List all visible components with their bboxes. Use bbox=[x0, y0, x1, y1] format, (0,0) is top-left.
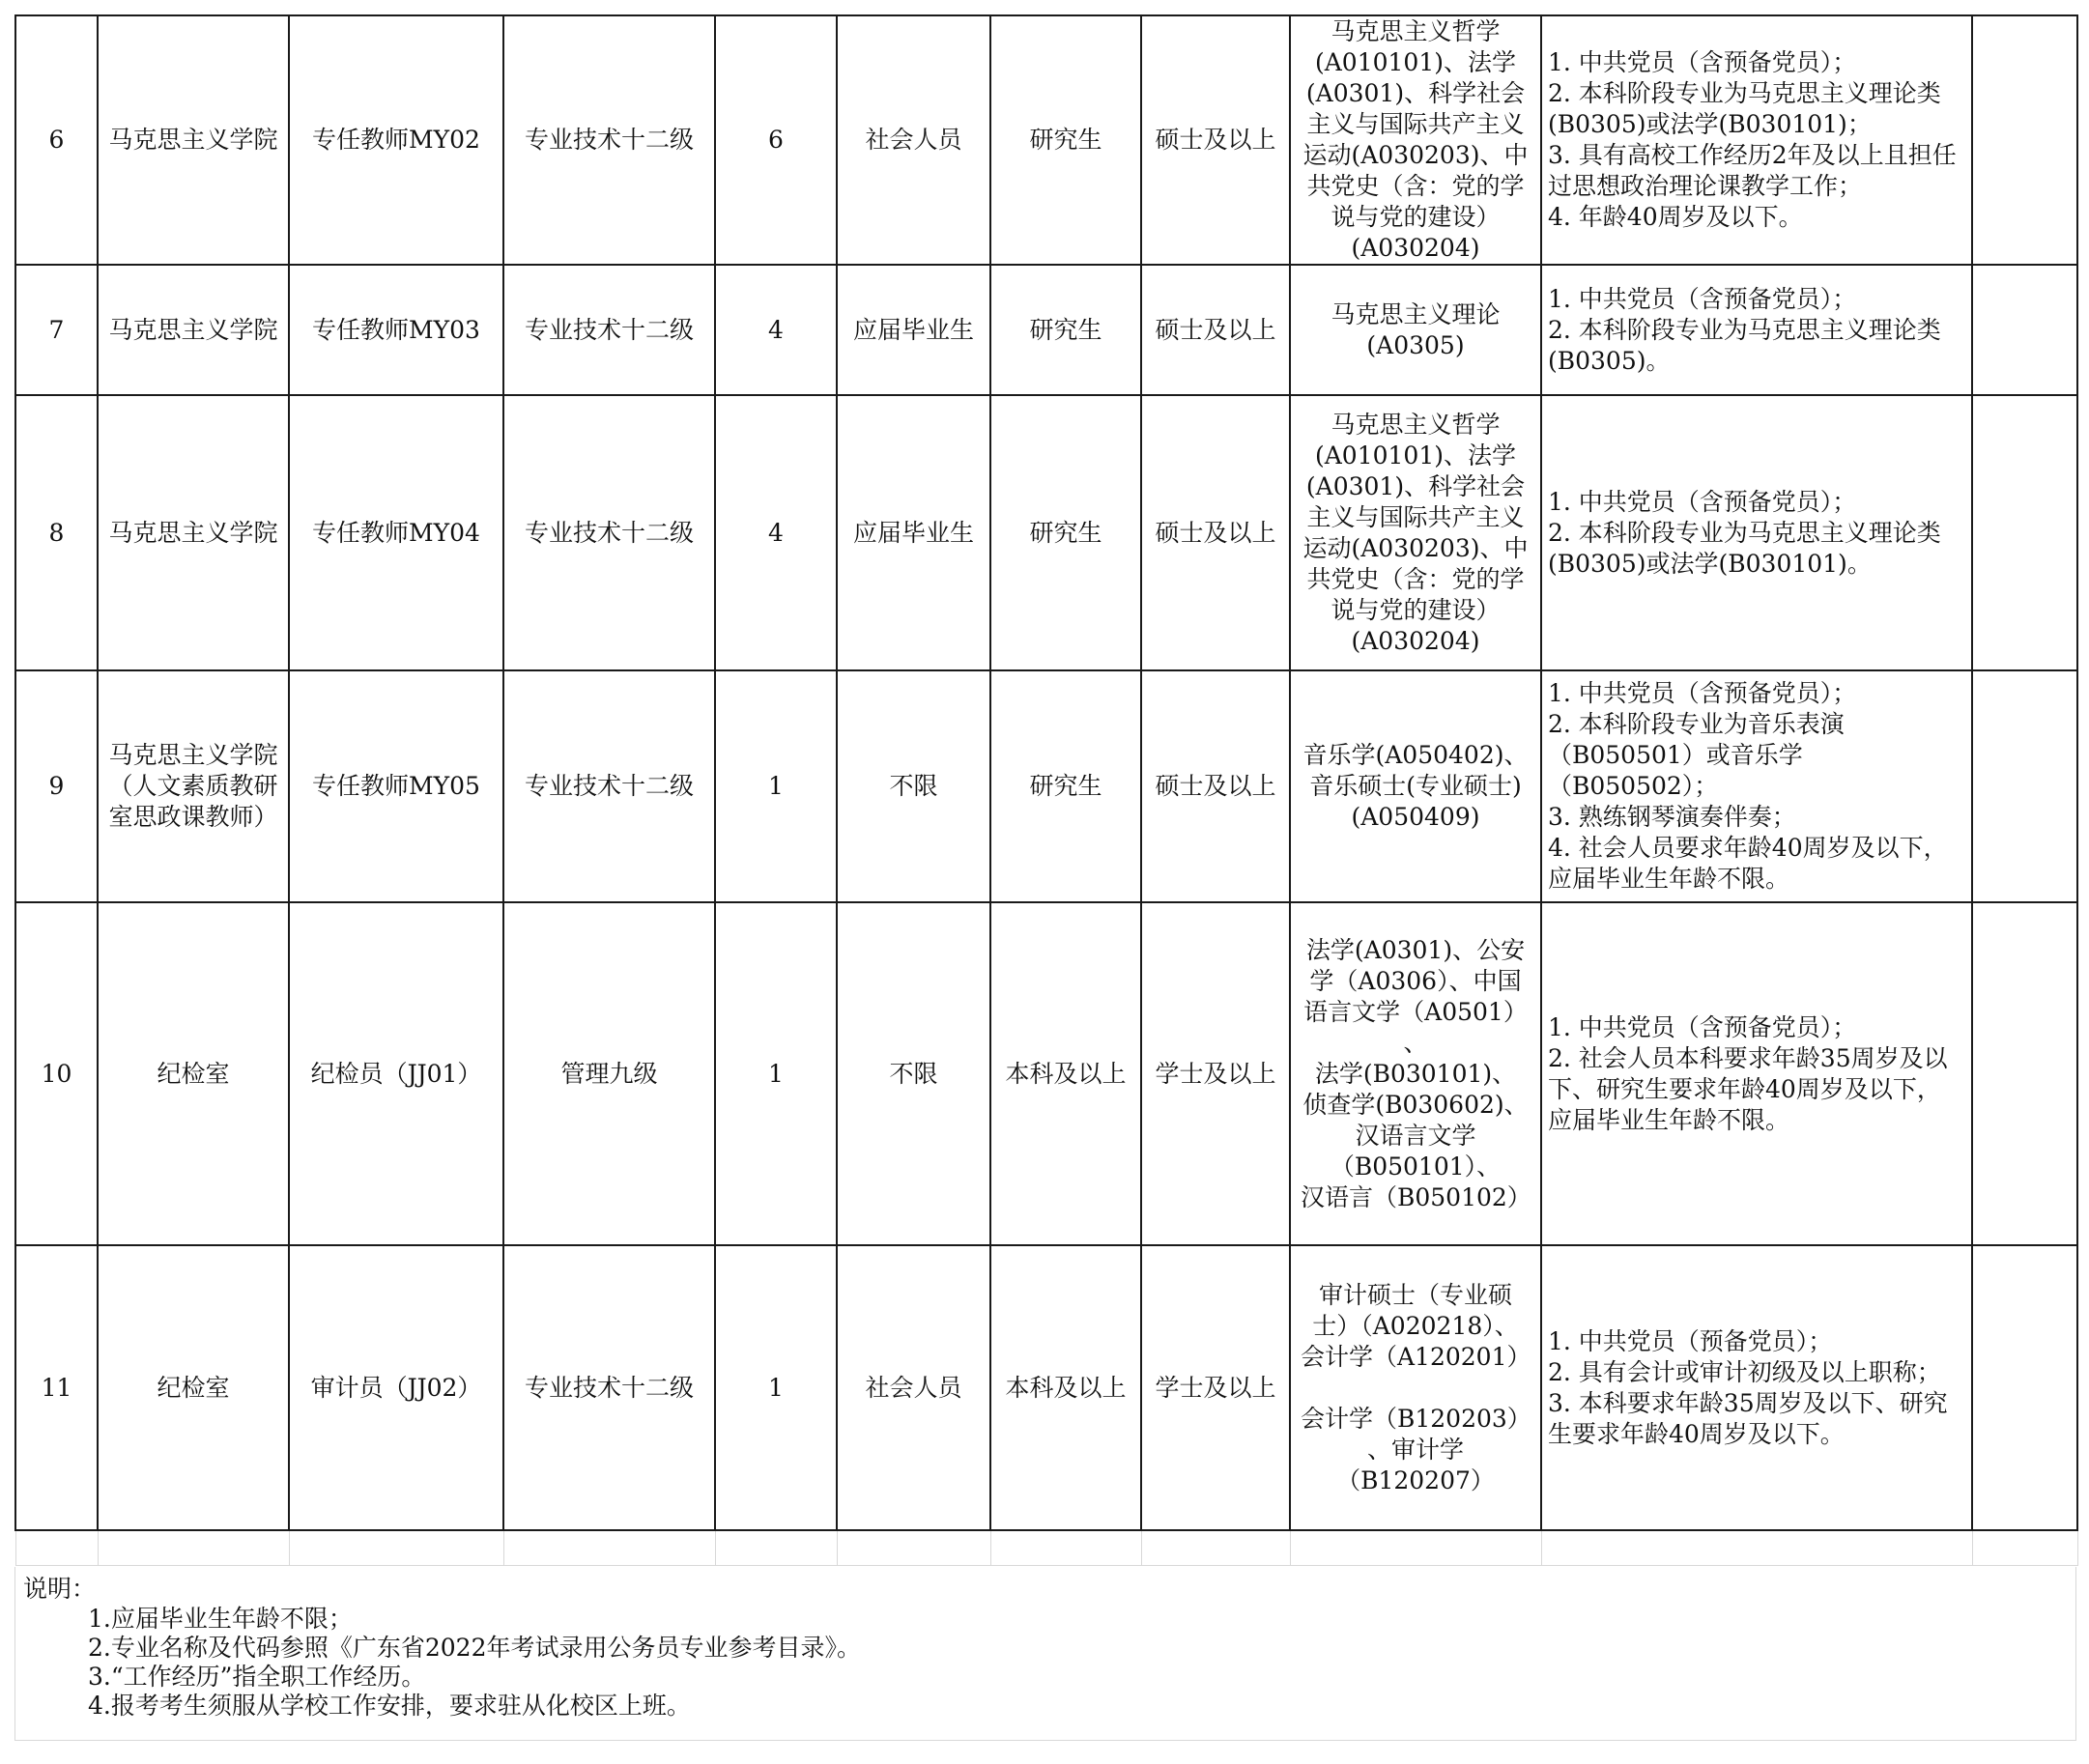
cell-major bbox=[1290, 15, 1541, 265]
cell-major bbox=[1290, 265, 1541, 395]
cell-degree: 硕士及以上 bbox=[1141, 265, 1290, 395]
cell-row-number: 7 bbox=[15, 265, 98, 395]
cell-line: （B050501）或音乐学（B050502）； bbox=[1548, 741, 1803, 800]
blank-cell bbox=[289, 1530, 503, 1565]
cell-line: 语言文学（A0501） bbox=[1303, 997, 1528, 1026]
notes-list bbox=[88, 1605, 861, 1721]
cell-education: 研究生 bbox=[990, 670, 1141, 902]
cell-line: 3. 本科要求年龄35周岁及以下、研究 bbox=[1548, 1388, 1948, 1417]
cell-requirements bbox=[1541, 15, 1972, 265]
blank-cell bbox=[715, 1530, 837, 1565]
cell-line: 2. 本科阶段专业为马克思主义理论类 bbox=[1548, 518, 1941, 547]
notes-section bbox=[14, 1567, 2076, 1741]
blank-cell bbox=[1290, 1530, 1541, 1565]
cell-line: 马克思主义哲学 bbox=[1331, 410, 1501, 439]
blank-cell bbox=[837, 1530, 990, 1565]
cell-line: 应届毕业生年龄不限。 bbox=[1548, 1105, 1790, 1134]
cell-line: 1. 中共党员（含预备党员）； bbox=[1548, 48, 1857, 76]
cell-remarks bbox=[1972, 265, 2077, 395]
cell-line: (A0301)、科学社会 bbox=[1305, 79, 1526, 107]
cell-position-name: 专任教师MY02 bbox=[289, 15, 503, 265]
cell-line: (A0301)、科学社会 bbox=[1305, 471, 1526, 500]
note-item: 4.报考考生须服从学校工作安排，要求驻从化校区上班。 bbox=[88, 1692, 691, 1720]
blank-cell bbox=[15, 1530, 98, 1565]
cell-requirements bbox=[1541, 395, 1972, 670]
cell-line: (B0305)。 bbox=[1548, 346, 1671, 375]
cell-position-level: 专业技术十二级 bbox=[503, 265, 715, 395]
cell-remarks bbox=[1972, 1245, 2077, 1530]
cell-line: 汉语言（B050102） bbox=[1301, 1182, 1531, 1211]
note-item: 1.应届毕业生年龄不限； bbox=[88, 1605, 353, 1633]
cell-line: 审计硕士（专业硕 bbox=[1318, 1280, 1512, 1309]
cell-line: 主义与国际共产主义 bbox=[1306, 502, 1525, 531]
cell-degree: 硕士及以上 bbox=[1141, 395, 1290, 670]
cell-line: (A0305) bbox=[1366, 330, 1465, 359]
table-row bbox=[15, 902, 2077, 1245]
table-row bbox=[15, 1245, 2077, 1530]
cell-line: 4. 社会人员要求年龄40周岁及以下， bbox=[1548, 834, 1948, 862]
table-row bbox=[15, 395, 2077, 670]
cell-department bbox=[98, 670, 289, 902]
cell-line: 1. 中共党员（含预备党员）； bbox=[1548, 487, 1857, 516]
cell-line: 3. 具有高校工作经历2年及以上且担任 bbox=[1548, 141, 1957, 169]
blank-row bbox=[15, 1530, 2077, 1565]
cell-major bbox=[1290, 670, 1541, 902]
cell-line: (A050409) bbox=[1351, 803, 1480, 831]
note-item: 3.“工作经历”指全职工作经历。 bbox=[88, 1663, 426, 1691]
cell-line: 马克思主义学院 bbox=[108, 126, 278, 154]
cell-remarks bbox=[1972, 902, 2077, 1245]
table-row bbox=[15, 265, 2077, 395]
cell-line: 下、研究生要求年龄40周岁及以下， bbox=[1548, 1074, 1941, 1103]
cell-line: 1. 中共党员（含预备党员）； bbox=[1548, 284, 1857, 313]
cell-line: 室思政课教师） bbox=[108, 803, 278, 831]
cell-line: 2. 本科阶段专业为马克思主义理论类 bbox=[1548, 79, 1941, 107]
cell-degree: 学士及以上 bbox=[1141, 1245, 1290, 1530]
cell-line: (A010101)、法学 bbox=[1315, 48, 1516, 76]
cell-line: 过思想政治理论课教学工作； bbox=[1548, 172, 1863, 200]
cell-line: 4. 年龄40周岁及以下。 bbox=[1548, 203, 1803, 231]
cell-position-name: 审计员（JJ02） bbox=[289, 1245, 503, 1530]
cell-hire-count: 1 bbox=[715, 902, 837, 1245]
cell-line: (B0305)或法学(B030101)； bbox=[1548, 110, 1872, 138]
cell-line: 2. 具有会计或审计初级及以上职称； bbox=[1548, 1357, 1941, 1386]
blank-cell bbox=[503, 1530, 715, 1565]
note-item: 2.专业名称及代码参照《广东省2022年考试录用公务员专业参考目录》。 bbox=[88, 1634, 861, 1662]
cell-department bbox=[98, 902, 289, 1245]
cell-row-number: 8 bbox=[15, 395, 98, 670]
cell-line: 音乐硕士(专业硕士) bbox=[1309, 772, 1522, 800]
cell-line bbox=[1301, 1373, 1531, 1404]
cell-position-level: 专业技术十二级 bbox=[503, 1245, 715, 1530]
cell-hire-count: 1 bbox=[715, 1245, 837, 1530]
cell-line: 运动(A030203)、中 bbox=[1302, 141, 1529, 169]
cell-line: （B050101）、 bbox=[1330, 1152, 1502, 1181]
cell-line: 生要求年龄40周岁及以下。 bbox=[1548, 1419, 1845, 1448]
cell-line: (A030204) bbox=[1351, 626, 1480, 655]
cell-row-number: 10 bbox=[15, 902, 98, 1245]
blank-cell bbox=[990, 1530, 1141, 1565]
cell-row-number: 11 bbox=[15, 1245, 98, 1530]
blank-cell bbox=[1541, 1530, 1972, 1565]
cell-hire-count: 4 bbox=[715, 265, 837, 395]
cell-major bbox=[1290, 395, 1541, 670]
cell-line: (A010101)、法学 bbox=[1315, 441, 1516, 469]
cell-hire-count: 1 bbox=[715, 670, 837, 902]
cell-major bbox=[1290, 1245, 1541, 1530]
cell-position-level: 专业技术十二级 bbox=[503, 395, 715, 670]
cell-line: 2. 本科阶段专业为马克思主义理论类 bbox=[1548, 315, 1941, 344]
cell-line: 马克思主义理论 bbox=[1331, 299, 1501, 328]
cell-line: （人文素质教研 bbox=[108, 772, 278, 800]
cell-degree: 硕士及以上 bbox=[1141, 670, 1290, 902]
cell-education: 本科及以上 bbox=[990, 902, 1141, 1245]
cell-line: 学（A0306）、中国 bbox=[1309, 966, 1522, 995]
cell-position-name: 纪检员（JJ01） bbox=[289, 902, 503, 1245]
recruitment-table bbox=[14, 14, 2078, 1566]
cell-degree: 硕士及以上 bbox=[1141, 15, 1290, 265]
cell-line: 纪检室 bbox=[157, 1059, 230, 1088]
cell-line: 运动(A030203)、中 bbox=[1302, 533, 1529, 562]
cell-line: （B120207） bbox=[1336, 1465, 1495, 1494]
notes-title: 说明： bbox=[23, 1575, 97, 1603]
cell-line: (B0305)或法学(B030101)。 bbox=[1548, 549, 1872, 578]
cell-remarks bbox=[1972, 395, 2077, 670]
cell-hire-count: 6 bbox=[715, 15, 837, 265]
cell-remarks bbox=[1972, 15, 2077, 265]
cell-line: 马克思主义学院 bbox=[108, 315, 278, 344]
cell-applicant-type: 社会人员 bbox=[837, 15, 990, 265]
cell-department bbox=[98, 1245, 289, 1530]
cell-education: 研究生 bbox=[990, 395, 1141, 670]
cell-line: 主义与国际共产主义 bbox=[1306, 110, 1525, 138]
cell-applicant-type: 应届毕业生 bbox=[837, 265, 990, 395]
cell-row-number: 6 bbox=[15, 15, 98, 265]
cell-position-name: 专任教师MY05 bbox=[289, 670, 503, 902]
cell-line: 侦查学(B030602)、 bbox=[1302, 1090, 1529, 1119]
cell-line: 1. 中共党员（预备党员）； bbox=[1548, 1326, 1833, 1355]
cell-line: 应届毕业生年龄不限。 bbox=[1548, 865, 1790, 893]
cell-line: 马克思主义哲学 bbox=[1331, 17, 1501, 45]
cell-department bbox=[98, 265, 289, 395]
cell-line: 纪检室 bbox=[157, 1373, 230, 1402]
cell-applicant-type: 应届毕业生 bbox=[837, 395, 990, 670]
blank-cell bbox=[1141, 1530, 1290, 1565]
cell-line: 法学(B030101)、 bbox=[1314, 1059, 1517, 1088]
cell-line: 士）（A020218）、 bbox=[1312, 1311, 1519, 1340]
cell-line: 、 bbox=[1403, 1028, 1428, 1057]
cell-education: 研究生 bbox=[990, 265, 1141, 395]
cell-education: 本科及以上 bbox=[990, 1245, 1141, 1530]
cell-remarks bbox=[1972, 670, 2077, 902]
cell-line: 说与党的建设） bbox=[1331, 595, 1501, 624]
cell-line: 2. 社会人员本科要求年龄35周岁及以 bbox=[1548, 1043, 1948, 1072]
cell-line: 马克思主义学院 bbox=[108, 741, 278, 769]
cell-line: 、审计学 bbox=[1366, 1435, 1464, 1464]
cell-line: 说与党的建设） bbox=[1331, 203, 1501, 231]
cell-row-number: 9 bbox=[15, 670, 98, 902]
cell-requirements bbox=[1541, 670, 1972, 902]
blank-cell bbox=[1972, 1530, 2077, 1565]
cell-position-level: 专业技术十二级 bbox=[503, 15, 715, 265]
cell-education: 研究生 bbox=[990, 15, 1141, 265]
cell-requirements bbox=[1541, 902, 1972, 1245]
cell-line: 3. 熟练钢琴演奏伴奏； bbox=[1548, 803, 1796, 831]
cell-line: 会计学（B120203） bbox=[1301, 1404, 1531, 1433]
cell-position-name: 专任教师MY04 bbox=[289, 395, 503, 670]
blank-cell bbox=[98, 1530, 289, 1565]
cell-line: 法学(A0301)、公安 bbox=[1305, 935, 1526, 964]
cell-department bbox=[98, 15, 289, 265]
cell-requirements bbox=[1541, 1245, 1972, 1530]
cell-line: 共党史（含：党的学 bbox=[1306, 172, 1525, 200]
cell-requirements bbox=[1541, 265, 1972, 395]
cell-applicant-type: 不限 bbox=[837, 902, 990, 1245]
cell-line: 会计学（A120201） bbox=[1301, 1342, 1531, 1371]
cell-department bbox=[98, 395, 289, 670]
cell-line: 共党史（含：党的学 bbox=[1306, 564, 1525, 593]
cell-line: 汉语言文学 bbox=[1355, 1121, 1476, 1150]
cell-line: 1. 中共党员（含预备党员）； bbox=[1548, 679, 1857, 707]
cell-applicant-type: 社会人员 bbox=[837, 1245, 990, 1530]
table-row bbox=[15, 670, 2077, 902]
cell-line: 马克思主义学院 bbox=[108, 518, 278, 547]
cell-position-name: 专任教师MY03 bbox=[289, 265, 503, 395]
cell-line: 音乐学(A050402)、 bbox=[1302, 741, 1529, 769]
cell-position-level: 专业技术十二级 bbox=[503, 670, 715, 902]
cell-hire-count: 4 bbox=[715, 395, 837, 670]
cell-line: 1. 中共党员（含预备党员）； bbox=[1548, 1012, 1857, 1041]
cell-applicant-type: 不限 bbox=[837, 670, 990, 902]
cell-line: 2. 本科阶段专业为音乐表演 bbox=[1548, 710, 1845, 738]
table-row bbox=[15, 15, 2077, 265]
cell-degree: 学士及以上 bbox=[1141, 902, 1290, 1245]
cell-line: (A030204) bbox=[1351, 234, 1480, 262]
cell-major bbox=[1290, 902, 1541, 1245]
cell-position-level: 管理九级 bbox=[503, 902, 715, 1245]
